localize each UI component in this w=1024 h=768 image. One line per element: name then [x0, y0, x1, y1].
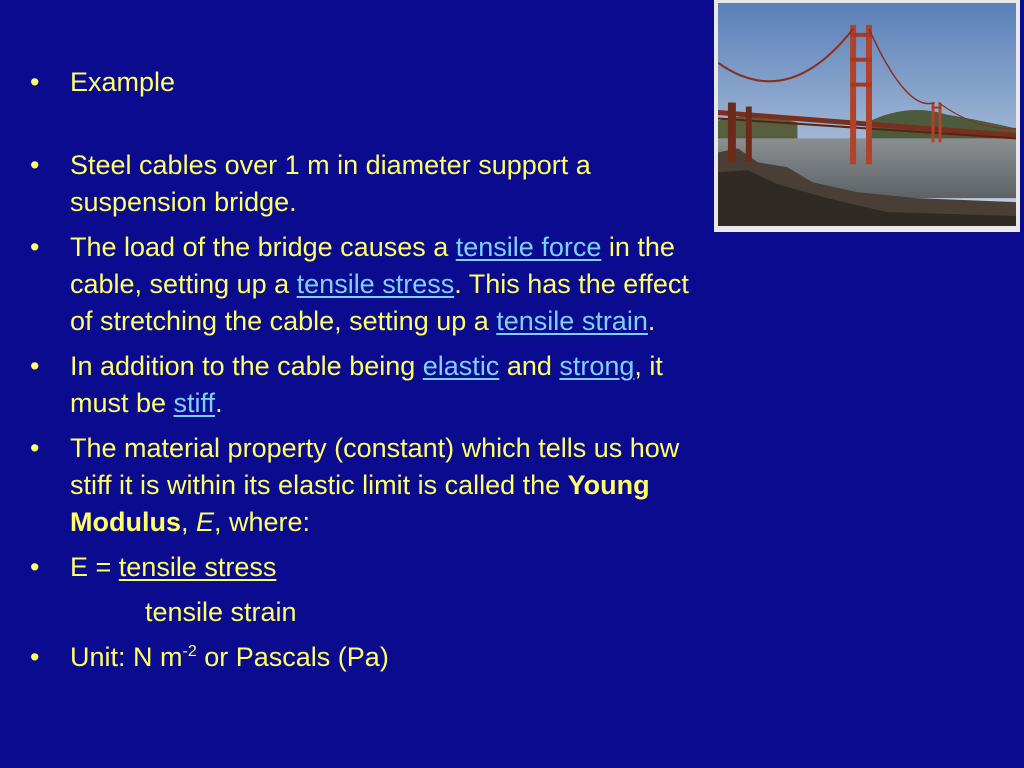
bridge-photo [714, 0, 1020, 232]
text-segment: in the cable, setting up a [70, 232, 675, 299]
text-segment: . [647, 306, 656, 336]
formula-denominator-line [30, 594, 710, 631]
text-segment: , where: [214, 507, 311, 537]
link-elastic[interactable]: elastic [422, 351, 500, 381]
text-segment: and [499, 351, 560, 381]
bullet-dot: • [30, 232, 40, 262]
text-segment: . This has the effect of stretching the cable, setting up a [70, 269, 689, 336]
bullet-list [30, 64, 710, 676]
bridge-illustration [718, 3, 1016, 226]
bullet-dot: • [30, 67, 40, 97]
bullet-text: Steel cables over 1 m in diameter support a suspension bridge. [70, 150, 591, 217]
bullet-dot: • [30, 433, 40, 463]
bullet-dot: • [30, 351, 40, 381]
text-segment: , [180, 507, 196, 537]
link-tensile-force[interactable]: tensile force [455, 232, 602, 262]
link-tensile-strain[interactable]: tensile strain [496, 306, 648, 336]
superscript-exponent: -2 [182, 643, 197, 660]
bullet-dot: • [30, 552, 40, 582]
bullet-text: Example [70, 67, 176, 97]
bullet-steel-cables [30, 147, 710, 221]
formula-lhs: E = [70, 552, 119, 582]
bullet-example [30, 64, 710, 101]
bullet-unit [30, 639, 710, 676]
link-stiff[interactable]: stiff [173, 388, 216, 418]
bullet-load [30, 229, 710, 340]
bullet-dot: • [30, 642, 40, 672]
text-segment: . [215, 388, 223, 418]
bullet-formula [30, 549, 710, 586]
text-segment: In addition to the cable being [70, 351, 423, 381]
bullet-elastic [30, 348, 710, 422]
formula-numerator: tensile stress [118, 552, 277, 582]
bullet-dot: • [30, 150, 40, 180]
bullet-young-modulus [30, 430, 710, 541]
text-segment: The load of the bridge causes a [70, 232, 456, 262]
formula-denominator: tensile strain [145, 597, 297, 627]
link-strong[interactable]: strong [559, 351, 635, 381]
link-tensile-stress[interactable]: tensile stress [296, 269, 455, 299]
text-segment: or Pascals (Pa) [196, 642, 389, 672]
symbol-e: E [196, 507, 215, 537]
term-young-modulus: Young Modulus [70, 470, 650, 537]
text-segment: Unit: N m [70, 642, 183, 672]
text-segment: The material property (constant) which tells us how stiff it is within its elastic limit is called the [70, 433, 680, 500]
text-segment: , it must be [70, 351, 663, 418]
